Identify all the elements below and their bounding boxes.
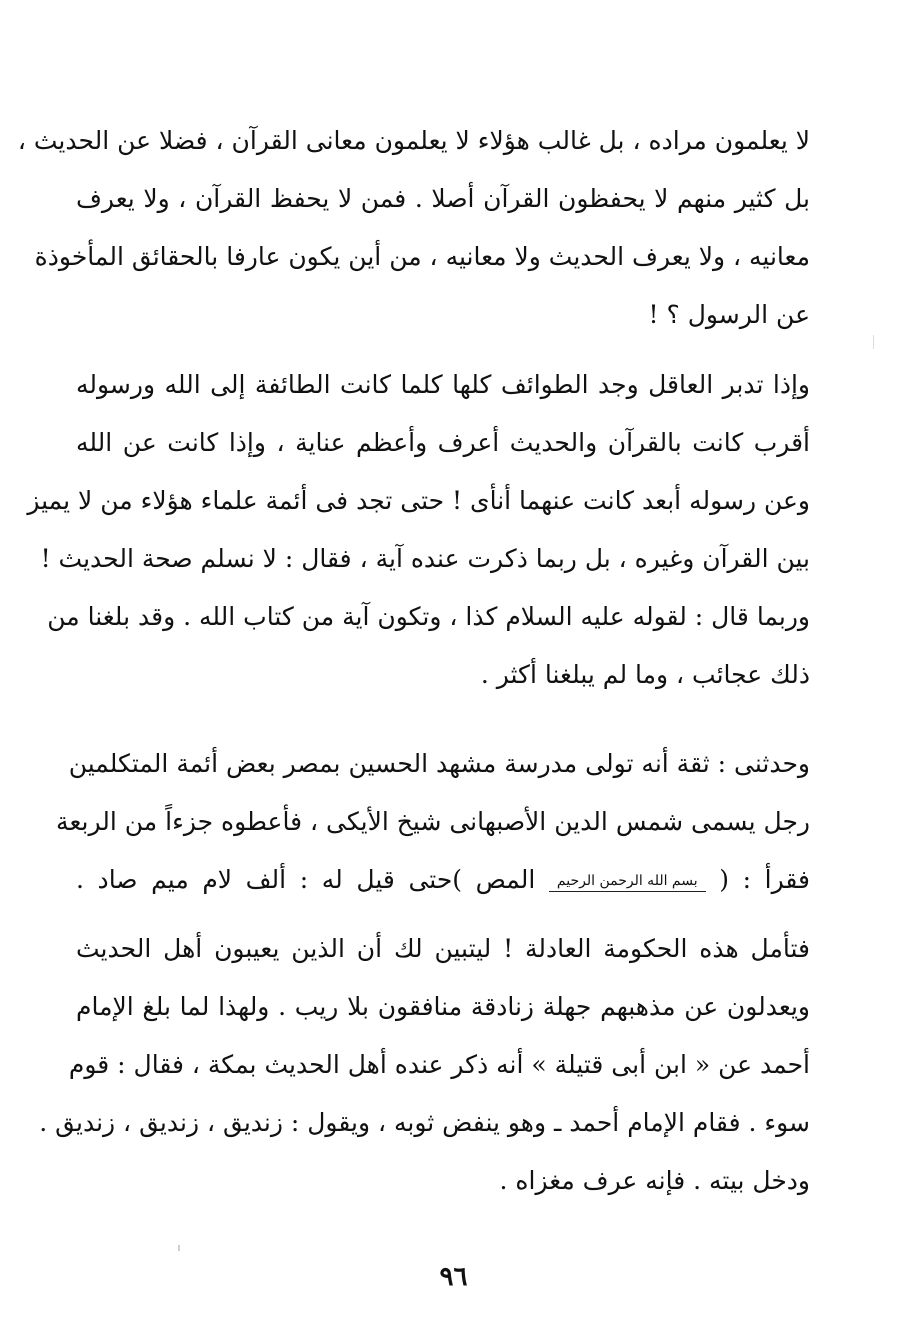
text-line: ذلك عجائب ، وما لم يبلغنا أكثر .	[480, 660, 810, 689]
text-line: لا يعلمون مراده ، بل غالب هؤلاء لا يعلمون معانى القرآن ، فضلا عن الحديث ،	[17, 126, 810, 155]
text-line: وعن رسوله أبعد كانت عنهما أنأى ! حتى تجد فى أئمة علماء هؤلاء من لا يميز	[27, 486, 810, 515]
scan-speck	[873, 335, 874, 349]
text-line: أحمد عن « ابن أبى قتيلة » أنه ذكر عنده أهل الحديث بمكة ، فقال : قوم	[68, 1050, 810, 1079]
text-line-with-quote	[76, 851, 810, 909]
quote-end: المص )حتى قيل له : ألف لام ميم صاد .	[76, 865, 536, 894]
text-line: بين القرآن وغيره ، بل ربما ذكرت عنده آية ، فقال : لا نسلم صحة الحديث !	[40, 544, 810, 573]
text-line: ويعدلون عن مذهبهم جهلة زنادقة منافقون بلا ريب . ولهذا لما بلغ الإمام	[76, 992, 810, 1021]
paragraph-3	[56, 735, 811, 909]
text-line: بل كثير منهم لا يحفظون القرآن أصلا . فمن لا يحفظ القرآن ، ولا يعرف	[76, 184, 810, 213]
text-line: رجل يسمى شمس الدين الأصبهانى شيخ الأيكى ، فأعطوه جزءاً من الربعة	[56, 807, 810, 836]
text-line: ودخل بيته . فإنه عرف مغزاه .	[499, 1166, 810, 1195]
text-line: فتأمل هذه الحكومة العادلة ! ليتبين لك أن الذين يعيبون أهل الحديث	[76, 934, 810, 963]
text-line: وربما قال : لقوله عليه السلام كذا ، وتكون آية من كتاب الله . وقد بلغنا من	[47, 602, 810, 631]
text-line: أقرب كانت بالقرآن والحديث أعرف وأعظم عناية ، وإذا كانت عن الله	[76, 428, 810, 457]
text-line: وحدثنى : ثقة أنه تولى مدرسة مشهد الحسين بمصر بعض أئمة المتكلمين	[68, 749, 810, 778]
page-number: ٩٦	[439, 1262, 468, 1292]
text-line: عن الرسول ؟ !	[648, 300, 810, 329]
paragraph-2	[27, 356, 810, 704]
quote-intro: فقرأ : (	[719, 865, 811, 894]
paragraph-4	[39, 920, 810, 1210]
paragraph-1	[17, 112, 810, 344]
text-line: سوء . فقام الإمام أحمد ـ وهو ينفض ثوبه ، ويقول : زنديق ، زنديق ، زنديق .	[39, 1108, 810, 1137]
scan-speck	[178, 1245, 180, 1251]
basmala-inscription: بسم الله الرحمن الرحيم	[549, 871, 706, 892]
text-line: وإذا تدبر العاقل وجد الطوائف كلها كلما كانت الطائفة إلى الله ورسوله	[76, 370, 810, 399]
text-line: معانيه ، ولا يعرف الحديث ولا معانيه ، من أين يكون عارفا بالحقائق المأخوذة	[34, 242, 810, 271]
